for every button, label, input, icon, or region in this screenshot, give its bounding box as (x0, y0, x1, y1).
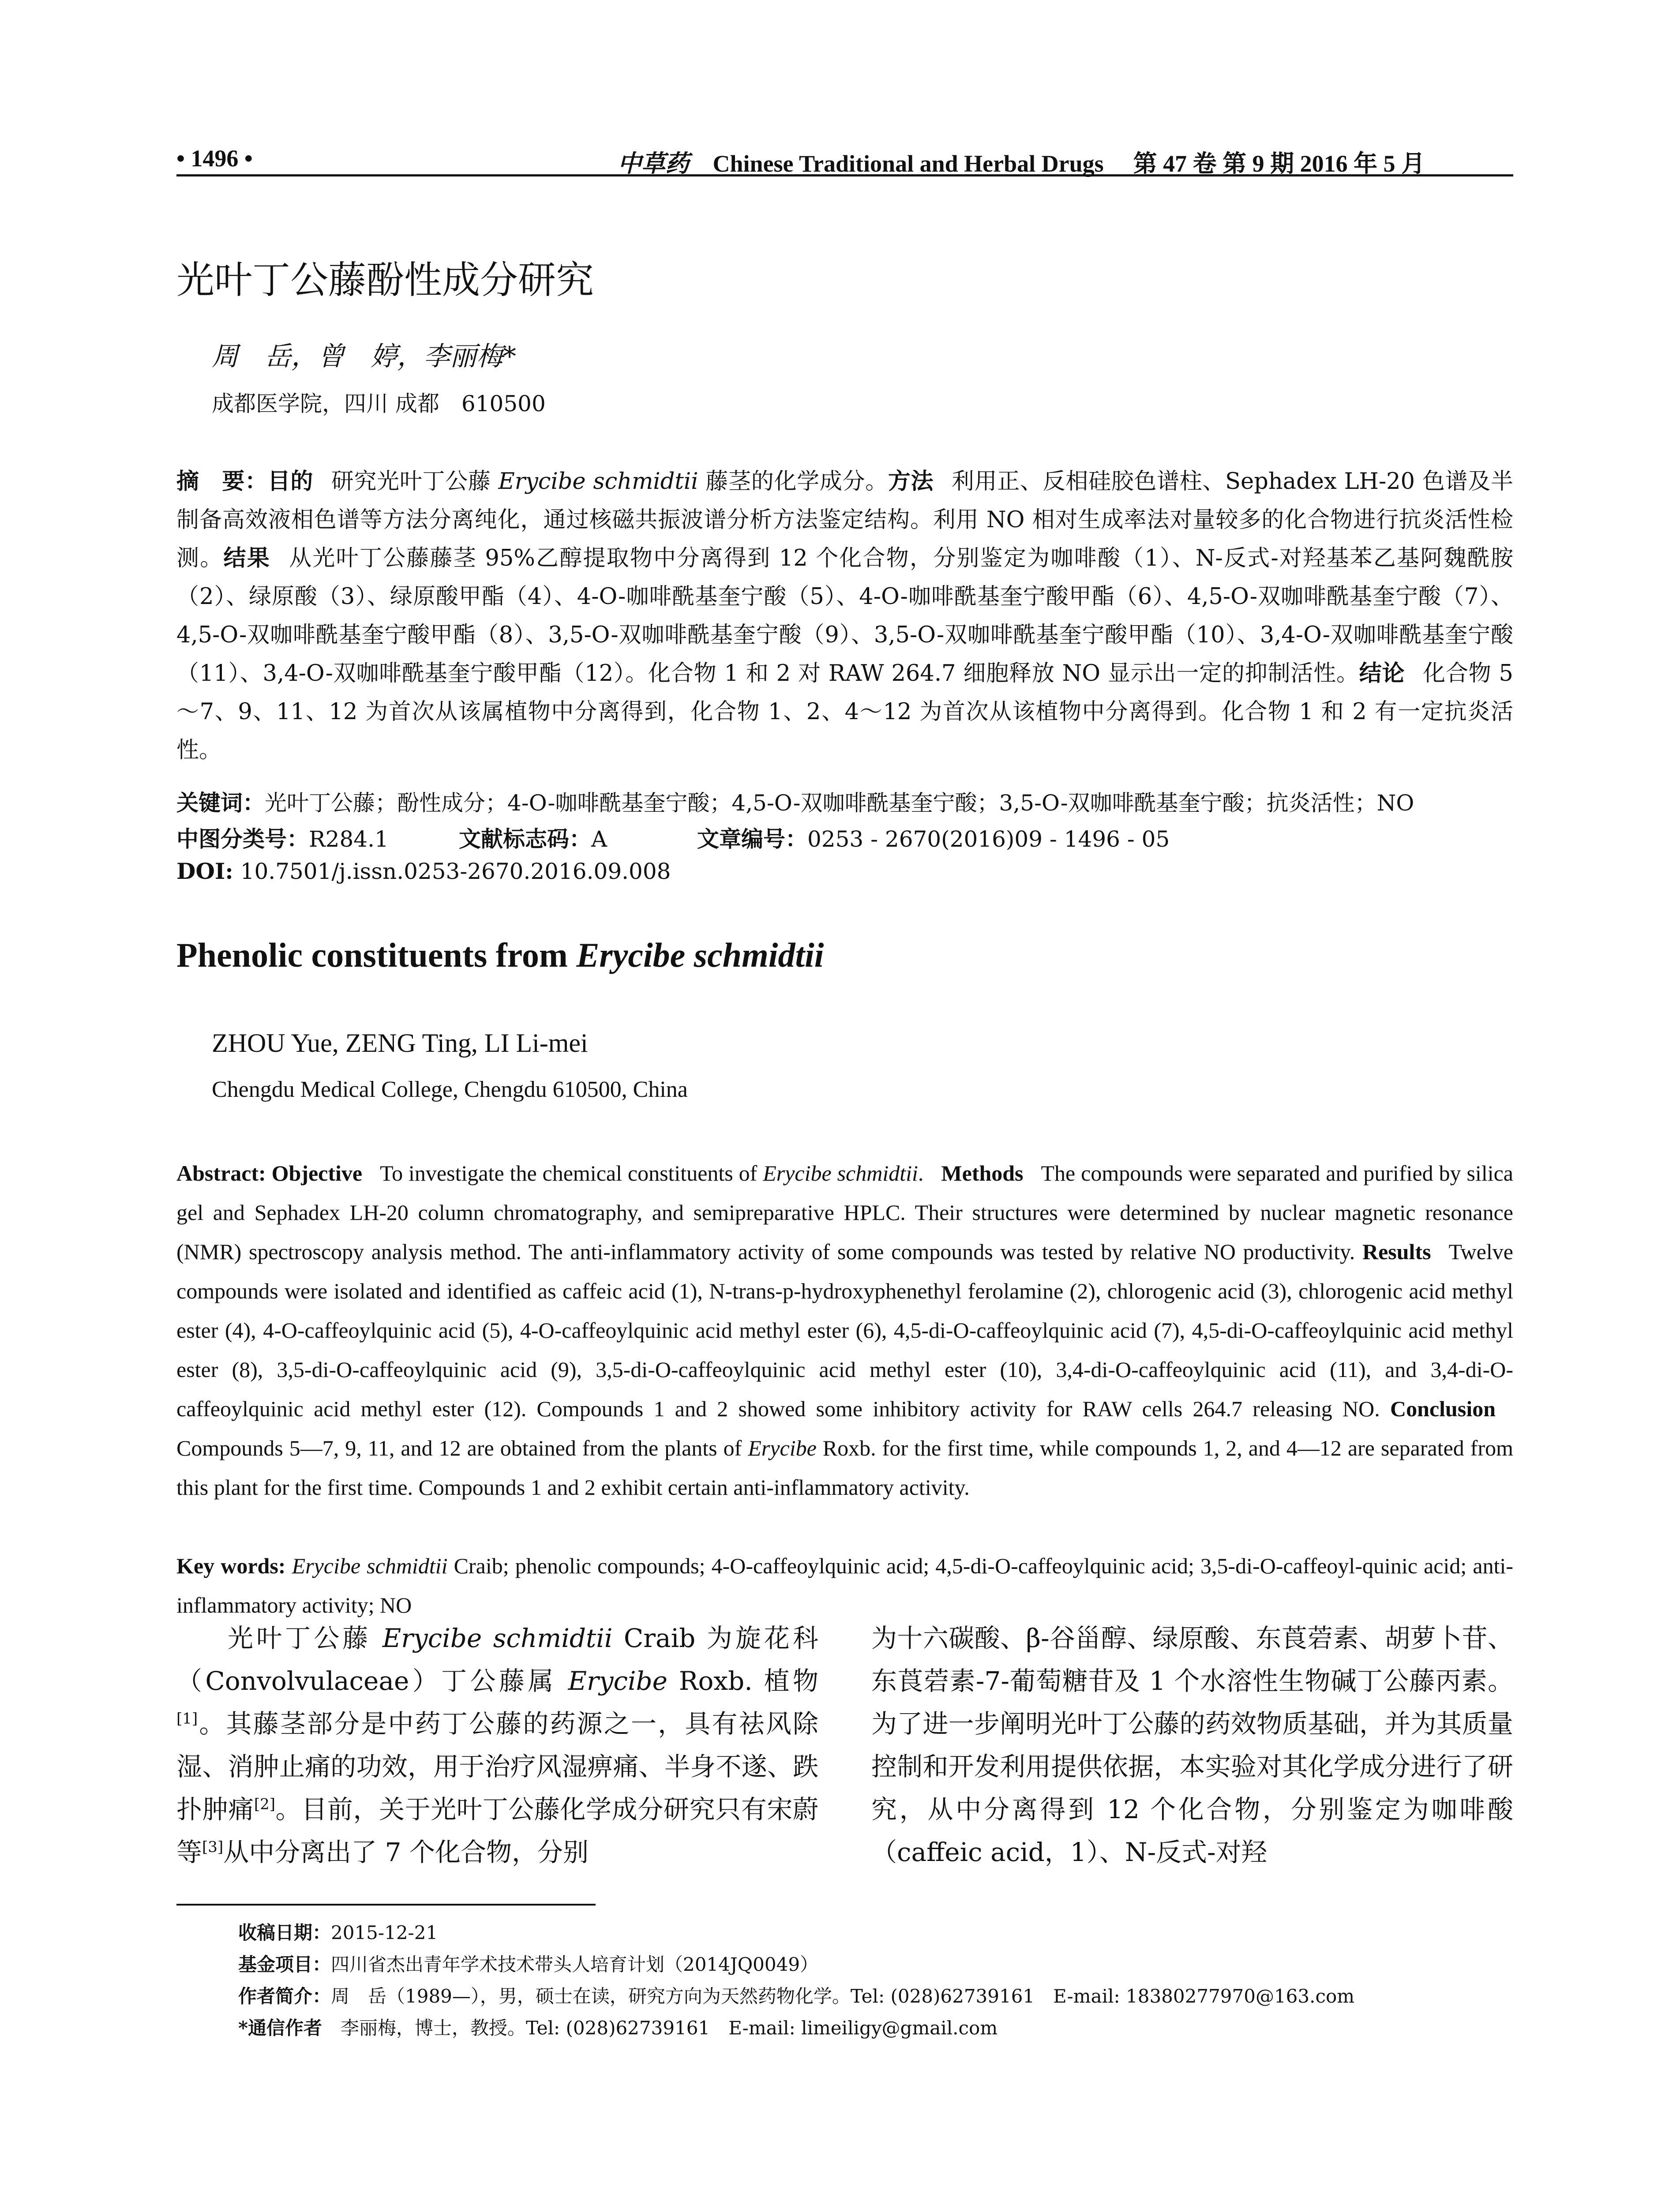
journal-line (618, 145, 1425, 179)
methods-en-label: Methods (941, 1161, 1024, 1186)
keywords-en (176, 1546, 1513, 1625)
journal-name-cn: 中草药 (618, 149, 689, 177)
body-text: Roxb. 植物 (667, 1666, 818, 1696)
abstract-cn (176, 462, 1513, 769)
objective-en-label: Objective (271, 1161, 363, 1186)
footnote-text: 2015-12-21 (331, 1922, 438, 1943)
doi-value: 10.7501/j.issn.0253-2670.2016.09.008 (240, 859, 671, 884)
conclusion-en-genus: Erycibe (748, 1436, 817, 1460)
footnote-received (238, 1917, 1518, 1949)
affiliation-cn: 成都医学院，四川 成都 610500 (212, 391, 546, 416)
footnote-label: *通信作者 (238, 2017, 322, 2039)
clc-value: R284.1 (309, 826, 389, 852)
objective-cn-label: 目的 (267, 468, 314, 495)
conclusion-cn-label: 结论 (1359, 660, 1405, 687)
footnote-fund (238, 1949, 1518, 1981)
body-text: 。目前，关于光叶丁公藤化学成分研究只有宋蔚等 (176, 1794, 818, 1867)
conclusion-en-a: Compounds 5—7, 9, 11, and 12 are obtained from the plants of (176, 1436, 748, 1460)
issue-info: 第 47 卷 第 9 期 2016 年 5 月 (1133, 150, 1425, 177)
footnote-text: 四川省杰出青年学术技术带头人培育计划（2014JQ0049） (331, 1954, 819, 1975)
objective-en-species: Erycibe schmidtii (763, 1161, 918, 1186)
doc-code-value: A (591, 826, 608, 852)
objective-cn-b: 藤茎的化学成分。 (705, 469, 888, 495)
methods-en: The compounds were separated and purified by silica gel and Sephadex LH-20 column chromatography, and semipreparative HPLC. Their structures were determined by nuclear magnetic resonance (NMR) spectroscopy analysis method. The anti-inflammatory activity of some compounds was tested by relative NO productivity. (176, 1161, 1513, 1264)
keywords-en-species: Erycibe schmidtii (292, 1553, 448, 1578)
article-no-value: 0253 - 2670(2016)09 - 1496 - 05 (807, 826, 1170, 852)
footnote-text: 李丽梅，博士，教授。Tel: (028)62739161 E-mail: limeiligy@gmail.com (340, 2017, 998, 2039)
footnote-label: 作者简介： (238, 1985, 331, 2007)
body-column-right: 为十六碳酸、β-谷甾醇、绿原酸、东莨菪素、胡萝卜苷、东莨菪素-7-葡萄糖苷及 1 个水溶性生物碱丁公藤丙素。为了进一步阐明光叶丁公藤的药效物质基础，并为其质量控制和开发利用提供依据，本实验对其化学成分进行了研究，从中分离得到 12 个化合物，分别鉴定为咖啡酸（caffeic acid，1）、N-反式-对羟 (871, 1623, 1513, 1867)
running-header (176, 140, 1513, 176)
clc-label: 中图分类号： (176, 826, 309, 852)
keywords-cn-text: 光叶丁公藤；酚性成分；4-O-咖啡酰基奎宁酸；4,5-O-双咖啡酰基奎宁酸；3,5-O-双咖啡酰基奎宁酸；抗炎活性；NO (265, 790, 1414, 816)
footnote-label: 基金项目： (238, 1954, 331, 1975)
objective-cn-species: Erycibe schmidtii (498, 469, 698, 495)
authors-en: ZHOU Yue, ZENG Ting, LI Li-mei (212, 1028, 588, 1058)
title-en-species: Erycibe schmidtii (576, 936, 824, 974)
header-rule (176, 174, 1513, 176)
authors-cn: 周 岳，曾 婷，李丽梅* (212, 341, 516, 372)
citation-ref[interactable]: [2] (254, 1795, 276, 1813)
keywords-cn-label: 关键词： (176, 790, 265, 816)
journal-name-en: Chinese Traditional and Herbal Drugs (712, 150, 1104, 177)
page-number: • 1496 • (176, 145, 253, 172)
body-species: Erycibe schmidtii (382, 1623, 613, 1653)
abstract-cn-label: 摘 要： (176, 468, 268, 495)
doc-code-label: 文献标志码： (459, 826, 591, 852)
abstract-en-label: Abstract: (176, 1161, 266, 1186)
footnote-text: 周 岳（1989—），男，硕士在读，研究方向为天然药物化学。Tel: (028)62739161 E-mail: 18380277970@163.com (331, 1985, 1355, 2007)
results-en: Twelve compounds were isolated and identified as caffeic acid (1), N-trans-p-hydroxyphenethyl ferolamine (2), chlorogenic acid (3), chlorogenic acid methyl ester (4), 4-O-caffeoylquinic acid (5), 4-O-caffeoylquinic acid methyl ester (6), 4,5-di-O-caffeoylquinic acid (7), 4,5-di-O-caffeoylquinic acid methyl ester (8), 3,5-di-O-caffeoylquinic acid (9), 3,5-di-O-caffeoylquinic acid methyl ester (10), 3,4-di-O-caffeoylquinic acid (11), and 3,4-di-O-caffeoylquinic acid methyl ester (12). Compounds 1 and 2 showed some inhibitory activity for RAW cells 264.7 releasing NO. (176, 1239, 1513, 1421)
citation-ref[interactable]: [3] (202, 1838, 224, 1856)
conclusion-en-b: Roxb. for the first time, while compounds 1, 2, and 4—12 are separated from this plant for the first time. Compounds 1 and 2 exhibit certain anti-inflammatory activity. (176, 1436, 1513, 1500)
footnote-author (238, 1981, 1518, 2012)
results-en-label: Results (1362, 1239, 1431, 1264)
objective-cn-a: 研究光叶丁公藤 (331, 469, 491, 495)
footnote-label: 收稿日期： (238, 1922, 331, 1943)
results-cn: 从光叶丁公藤藤茎 95%乙醇提取物中分离得到 12 个化合物，分别鉴定为咖啡酸（1）、N-反式-对羟基苯乙基阿魏酰胺（2）、绿原酸（3）、绿原酸甲酯（4）、4-O-咖啡酰基奎宁酸（5）、4-O-咖啡酰基奎宁酸甲酯（6）、4,5-O-双咖啡酰基奎宁酸（7）、4,5-O-双咖啡酰基奎宁酸甲酯（8）、3,5-O-双咖啡酰基奎宁酸（9）、3,5-O-双咖啡酰基奎宁酸甲酯（10）、3,4-O-双咖啡酰基奎宁酸（11）、3,4-O-双咖啡酰基奎宁酸甲酯（12）。化合物 1 和 2 对 RAW 264.7 细胞释放 NO 显示出一定的抑制活性。 (176, 545, 1513, 687)
body-text: 。其藤茎部分是中药丁公藤的药源之一，具有祛风除湿、消肿止痛的功效，用于治疗风湿痹痛、半身不遂、跌扑肿痛 (176, 1709, 818, 1824)
methods-cn-label: 方法 (888, 468, 934, 495)
body-genus: Erycibe (568, 1666, 668, 1696)
classification-line (176, 822, 1170, 853)
doi-label: DOI: (176, 858, 233, 884)
objective-en-a: To investigate the chemical constituents of (380, 1161, 763, 1186)
footnotes (238, 1917, 1518, 2044)
conclusion-cn: 化合物 5～7、9、11、12 为首次从该属植物中分离得到，化合物 1、2、4～12 为首次从该植物中分离得到。化合物 1 和 2 有一定抗炎活性。 (176, 660, 1513, 763)
keywords-cn (176, 785, 1414, 817)
conclusion-en-label: Conclusion (1390, 1396, 1496, 1421)
keywords-en-label: Key words: (176, 1553, 286, 1578)
title-en-text: Phenolic constituents from (176, 936, 577, 974)
affiliation-en: Chengdu Medical College, Chengdu 610500, China (212, 1077, 688, 1102)
body-text: 从中分离出了 7 个化合物，分别 (223, 1837, 589, 1867)
methods-cn: 利用正、反相硅胶色谱柱、Sephadex LH-20 色谱及半制备高效液相色谱等方法分离纯化，通过核磁共振波谱分析方法鉴定结构。利用 NO 相对生成率法对量较多的化合物进行抗炎活性检测。 (176, 469, 1513, 571)
citation-ref[interactable]: [1] (176, 1710, 198, 1728)
footnote-rule (176, 1904, 596, 1906)
body-text: 光叶丁公藤 (228, 1623, 382, 1653)
footnote-corresponding (238, 2012, 1518, 2044)
objective-en-b: . (918, 1161, 924, 1186)
keywords-en-text: Craib; phenolic compounds; 4-O-caffeoylquinic acid; 4,5-di-O-caffeoylquinic acid; 3,5-di-O-caffeoyl-quinic acid; anti-inflammatory activity; NO (176, 1553, 1514, 1617)
doi-line (176, 858, 671, 884)
results-cn-label: 结果 (223, 545, 270, 571)
title-en (176, 935, 824, 975)
body-text: Craib 为旋花科（Convolvulaceae）丁公藤属 (176, 1623, 818, 1696)
title-cn: 光叶丁公藤酚性成分研究 (176, 258, 594, 302)
abstract-en (176, 1154, 1513, 1507)
body-column-left (176, 1617, 818, 1874)
article-no-label: 文章编号： (697, 826, 807, 852)
